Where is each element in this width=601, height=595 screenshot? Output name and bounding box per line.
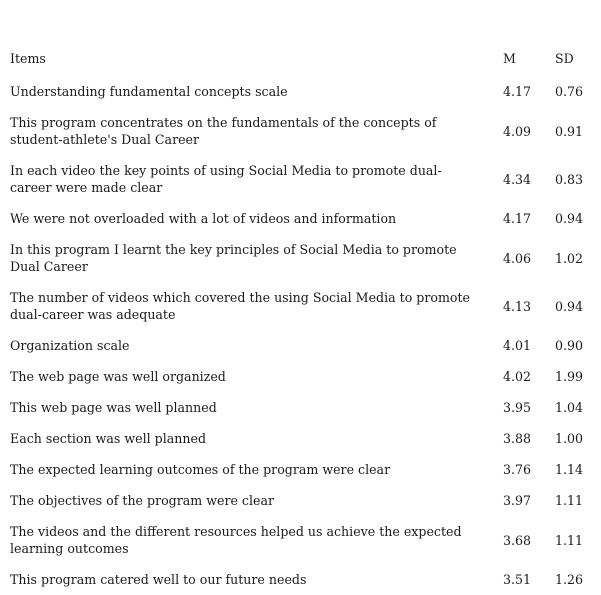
row-sd: 1.11 [555, 532, 584, 548]
row-sd: 0.76 [555, 84, 584, 99]
row-sd: 0.94 [555, 211, 584, 226]
row-sd: 0.83 [555, 171, 584, 187]
table-row [0, 107, 601, 155]
row-mean: 3.51 [503, 572, 532, 587]
row-item: The videos and the different resources helped us achieve the expected learning outcomes [10, 524, 462, 556]
row-mean: 3.97 [503, 493, 532, 508]
row-mean: 4.17 [503, 84, 532, 99]
row-item: The web page was well organized [10, 369, 226, 384]
table-row [0, 282, 601, 330]
row-sd: 1.11 [555, 493, 584, 508]
row-sd: 0.94 [555, 298, 584, 314]
row-item: Understanding fundamental concepts scale [10, 84, 288, 99]
row-mean: 4.06 [503, 250, 532, 266]
row-mean: 4.17 [503, 211, 532, 226]
results-table-container [0, 40, 601, 595]
row-mean: 4.34 [503, 171, 532, 187]
table-row [0, 203, 601, 234]
row-sd: 1.02 [555, 250, 584, 266]
table-row [0, 454, 601, 485]
row-mean: 3.76 [503, 462, 532, 477]
row-mean: 3.68 [503, 532, 532, 548]
row-sd: 1.00 [555, 431, 584, 446]
row-item: This web page was well planned [10, 400, 217, 415]
row-sd: 1.99 [555, 369, 584, 384]
row-mean: 4.13 [503, 298, 532, 314]
header-mean: M [503, 50, 516, 66]
row-mean: 4.09 [503, 123, 532, 139]
row-item: In this program I learnt the key principles of Social Media to promote Dual Career [10, 242, 457, 274]
table-row [0, 361, 601, 392]
results-table [0, 40, 601, 595]
table-row [0, 234, 601, 282]
row-item: The expected learning outcomes of the program were clear [10, 462, 391, 477]
row-sd: 1.14 [555, 462, 584, 477]
row-item: We were not overloaded with a lot of videos and information [10, 211, 397, 226]
table-row [0, 485, 601, 516]
row-mean: 4.01 [503, 338, 532, 353]
table-row [0, 330, 601, 361]
row-sd: 0.90 [555, 338, 584, 353]
header-sd: SD [555, 50, 574, 66]
table-header-row [0, 40, 601, 76]
table-row [0, 516, 601, 564]
table-row [0, 155, 601, 203]
row-mean: 3.95 [503, 400, 532, 415]
row-mean: 4.02 [503, 369, 532, 384]
header-items: Items [10, 50, 46, 66]
row-sd: 1.04 [555, 400, 584, 415]
row-item: Organization scale [10, 338, 130, 353]
table-row [0, 564, 601, 595]
row-sd: 1.26 [555, 572, 584, 587]
row-item: In each video the key points of using Social Media to promote dual-career were made clear [10, 163, 442, 195]
row-item: This program concentrates on the fundamentals of the concepts of student-athlete's Dual Career [10, 115, 437, 147]
row-sd: 0.91 [555, 123, 584, 139]
row-item: Each section was well planned [10, 431, 207, 446]
row-item: The objectives of the program were clear [10, 493, 274, 508]
table-row [0, 423, 601, 454]
table-row [0, 76, 601, 107]
row-item: The number of videos which covered the using Social Media to promote dual-career was adequate [10, 290, 470, 322]
row-item: This program catered well to our future needs [10, 572, 307, 587]
table-row [0, 392, 601, 423]
row-mean: 3.88 [503, 431, 532, 446]
